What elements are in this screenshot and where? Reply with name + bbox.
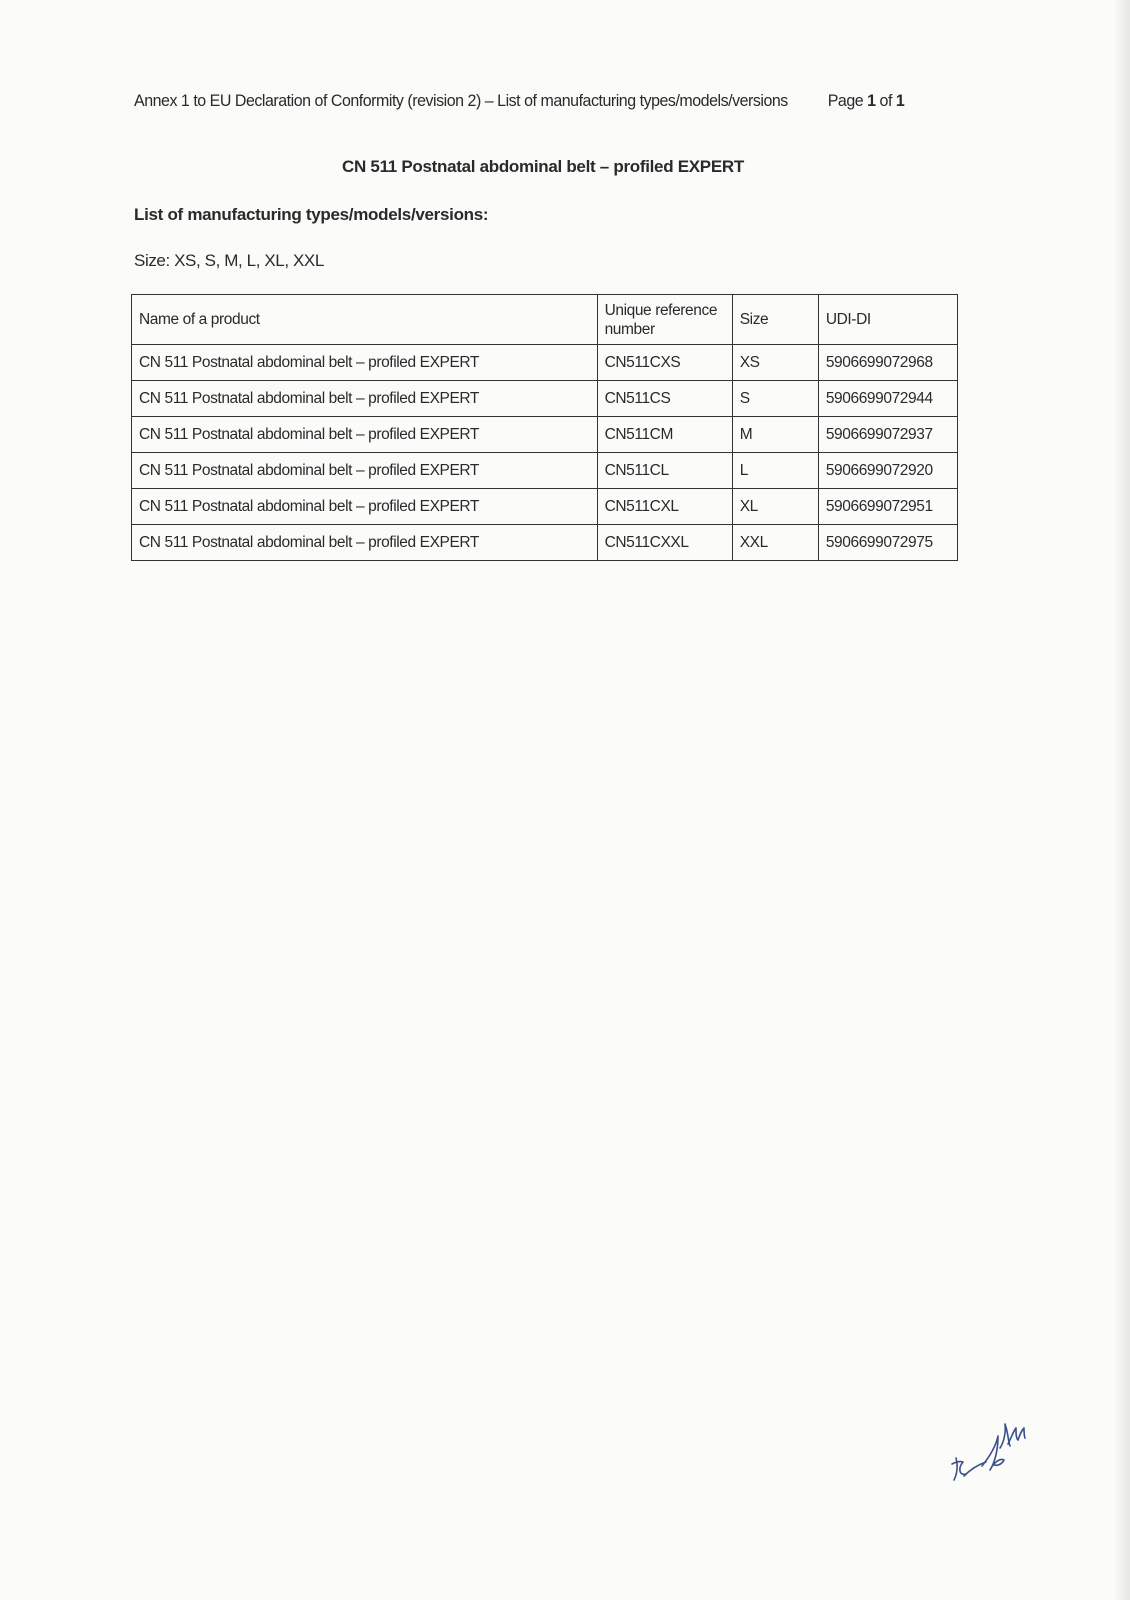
table-row — [132, 489, 958, 525]
cell-size: S — [732, 381, 818, 417]
cell-ref: CN511CXL — [597, 489, 732, 525]
cell-udi: 5906699072975 — [818, 525, 957, 561]
table-row — [132, 417, 958, 453]
table-header-row — [132, 295, 958, 345]
cell-ref: CN511CS — [597, 381, 732, 417]
table-row — [132, 453, 958, 489]
cell-ref: CN511CL — [597, 453, 732, 489]
cell-name: CN 511 Postnatal abdominal belt – profiled EXPERT — [132, 453, 598, 489]
products-table — [131, 294, 958, 561]
table-row — [132, 381, 958, 417]
header-size: Size — [732, 295, 818, 345]
handwritten-signature-icon — [950, 1418, 1050, 1488]
annex-header — [134, 91, 909, 111]
header-name: Name of a product — [132, 295, 598, 345]
page-edge — [1114, 0, 1130, 1600]
cell-ref: CN511CXS — [597, 345, 732, 381]
page-prefix: Page — [827, 91, 864, 110]
cell-size: L — [732, 453, 818, 489]
cell-size: XS — [732, 345, 818, 381]
cell-name: CN 511 Postnatal abdominal belt – profiled EXPERT — [132, 381, 598, 417]
page-total: 1 — [895, 91, 905, 110]
cell-size: XL — [732, 489, 818, 525]
cell-name: CN 511 Postnatal abdominal belt – profiled EXPERT — [132, 525, 598, 561]
cell-size: XXL — [732, 525, 818, 561]
cell-ref: CN511CM — [597, 417, 732, 453]
cell-size: M — [732, 417, 818, 453]
cell-udi: 5906699072944 — [818, 381, 957, 417]
cell-udi: 5906699072968 — [818, 345, 957, 381]
cell-udi: 5906699072937 — [818, 417, 957, 453]
page-number — [828, 91, 905, 111]
table-row — [132, 525, 958, 561]
list-heading: List of manufacturing types/models/versions: — [134, 205, 489, 224]
cell-udi: 5906699072951 — [818, 489, 957, 525]
page-current: 1 — [867, 91, 876, 110]
size-line: Size: XS, S, M, L, XL, XXL — [134, 251, 324, 270]
table-row — [132, 345, 958, 381]
document-title: CN 511 Postnatal abdominal belt – profiled EXPERT — [342, 157, 744, 176]
cell-name: CN 511 Postnatal abdominal belt – profiled EXPERT — [132, 417, 598, 453]
cell-name: CN 511 Postnatal abdominal belt – profiled EXPERT — [132, 345, 598, 381]
cell-udi: 5906699072920 — [818, 453, 957, 489]
cell-ref: CN511CXXL — [597, 525, 732, 561]
header-udi: UDI-DI — [818, 295, 957, 345]
header-ref: Unique reference number — [597, 295, 732, 345]
annex-header-text: Annex 1 to EU Declaration of Conformity (revision 2) – List of manufacturing types/models/versions — [134, 91, 788, 110]
cell-name: CN 511 Postnatal abdominal belt – profiled EXPERT — [132, 489, 598, 525]
page-of: of — [879, 91, 892, 110]
